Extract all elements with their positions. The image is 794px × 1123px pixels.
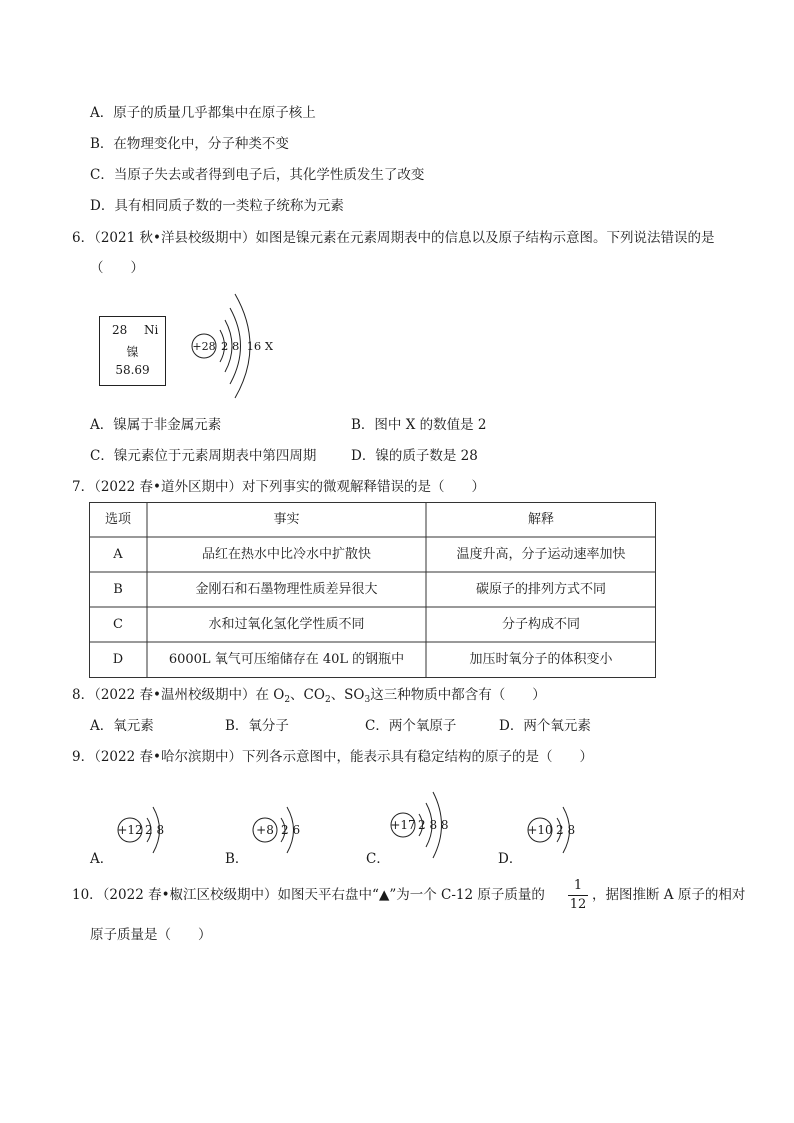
element-symbol: Ni — [144, 323, 159, 337]
atom-diagram-b — [248, 793, 338, 869]
table-header-explanation: 解释 — [527, 512, 554, 527]
q6-option-d: D．镍的质子数是 28 — [351, 448, 478, 464]
q9-label-c: C． — [366, 851, 390, 867]
table-cell-explanation: 分子构成不同 — [501, 617, 580, 632]
table-header-fact: 事实 — [273, 512, 300, 527]
element-mass: 58.69 — [115, 363, 150, 377]
atom-diagram-d — [522, 793, 612, 869]
ni-shell-electrons: 2 8 16 X — [221, 339, 274, 353]
q5-option-c: C．当原子失去或者得到电子后，其化学性质发生了改变 — [90, 167, 425, 183]
atom-diagram-c — [386, 784, 476, 864]
q8-option-c: C．两个氧原子 — [365, 718, 457, 734]
q5-option-b: B．在物理变化中，分子种类不变 — [90, 136, 289, 152]
element-number: 28 — [112, 323, 128, 337]
table-cell-fact: 品红在热水中比冷水中扩散快 — [201, 547, 371, 562]
q9-label-b: B． — [225, 851, 249, 867]
svg-text:2 8: 2 8 — [145, 823, 165, 837]
q6-answer-paren: （ ） — [90, 260, 144, 276]
table-cell-option: B — [113, 582, 123, 597]
svg-text:+10: +10 — [527, 823, 553, 837]
q8-option-d: D．两个氧元素 — [499, 718, 591, 734]
ni-atom-diagram — [185, 290, 285, 402]
table-cell-option: A — [113, 547, 123, 562]
q9-label-d: D． — [498, 851, 523, 867]
svg-text:2 6: 2 6 — [281, 823, 301, 837]
svg-text:2 8: 2 8 — [556, 823, 576, 837]
atom-diagram-a — [112, 793, 202, 869]
table-cell-fact: 金刚石和石墨物理性质差异很大 — [195, 582, 378, 597]
table-cell-explanation: 碳原子的排列方式不同 — [475, 582, 606, 597]
q10-stem-line2: 原子质量是（ ） — [90, 927, 212, 943]
q10-stem-post: ，据图推断 A 原子的相对 — [592, 887, 746, 903]
table-cell-option: D — [112, 652, 124, 667]
element-name: 镍 — [126, 345, 139, 359]
q8-stem: 8．（2022 春•温州校级期中）在 $O_2$、$CO_2$、$SO_3$这三种物质中都含有（ ） — [72, 687, 546, 705]
q5-option-a: A．原子的质量几乎都集中在原子核上 — [90, 105, 316, 121]
q6-option-b: B．图中 X 的数值是 2 — [351, 417, 487, 433]
svg-text:+17: +17 — [390, 818, 416, 832]
table-header-option: 选项 — [104, 512, 131, 527]
table-cell-fact: 6000L 氧气可压缩储存在 40L 的钢瓶中 — [168, 652, 405, 667]
q6-option-a: A．镍属于非金属元素 — [90, 417, 222, 433]
q7-table — [89, 502, 656, 678]
svg-text:2 8 8: 2 8 8 — [418, 818, 449, 832]
svg-text:+12: +12 — [117, 823, 143, 837]
q10-stem: 10．（2022 春•椒江区校级期中）如图天平右盘中“▲”为一个 C-12 原子质量的 — [72, 887, 545, 903]
table-cell-fact: 水和过氧化氢化学性质不同 — [208, 617, 365, 632]
table-cell-explanation: 加压时氧分子的体积变小 — [469, 652, 613, 667]
ni-nucleus-charge: +28 — [192, 340, 216, 353]
fraction-one-twelfth: 1 12 — [569, 878, 587, 912]
q8-option-a: A．氧元素 — [90, 718, 154, 734]
q8-option-b: B．氧分子 — [225, 718, 289, 734]
q7-stem: 7．（2022 春•道外区期中）对下列事实的微观解释错误的是（ ） — [72, 479, 485, 495]
table-cell-option: C — [113, 617, 123, 632]
q9-stem: 9．（2022 春•哈尔滨期中）下列各示意图中，能表示具有稳定结构的原子的是（ ） — [72, 749, 593, 765]
q9-label-a: A． — [90, 851, 114, 867]
table-cell-explanation: 温度升高，分子运动速率加快 — [456, 547, 626, 562]
svg-text:+8: +8 — [256, 823, 274, 837]
q6-option-c: C．镍元素位于元素周期表中第四周期 — [90, 448, 317, 464]
q5-option-d: D．具有相同质子数的一类粒子统称为元素 — [90, 198, 344, 214]
q6-stem: 6．（2021 秋•洋县校级期中）如图是镍元素在元素周期表中的信息以及原子结构示意图。下列说法错误的是 — [72, 230, 715, 246]
element-card — [99, 316, 166, 386]
